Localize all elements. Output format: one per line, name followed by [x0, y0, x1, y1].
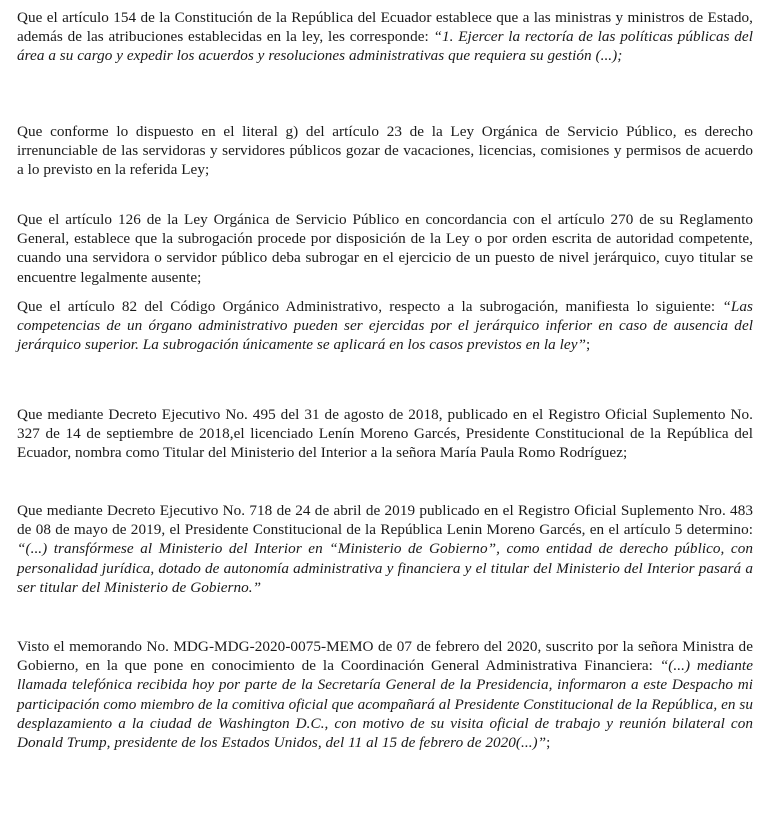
paragraph-text: Que el artículo 82 del Código Orgánico Administrativo, respecto a la subrogación, manifiesta lo siguiente: — [17, 298, 723, 315]
paragraph-losep-art-126 — [17, 210, 753, 287]
paragraph-text: Visto el memorando No. MDG-MDG-2020-0075-MEMO de 07 de febrero del 2020, suscrito por la señora Ministra de Gobierno, en la que pone en conocimiento de la Coordinación General Administrativa Financiera: — [17, 638, 753, 675]
paragraph-quote: “Las competencias de un órgano administrativo pueden ser ejercidas por el jerárquico inferior en caso de ausencia del jerárquico superior. La subrogación únicamente se aplicará en los casos previstos en la ley” — [17, 298, 753, 354]
paragraph-memorandum — [17, 637, 753, 752]
paragraph-tail: ; — [546, 734, 551, 752]
paragraph-decree-718 — [17, 501, 753, 597]
paragraph-text: Que mediante Decreto Ejecutivo No. 495 del 31 de agosto de 2018, publicado en el Registro Oficial Suplemento No. 327 de 14 de septiembre de 2018,el licenciado Lenín Moreno Garcés, Presidente Constitucional de la República del Ecuador, nombra como Titular del Ministerio del Interior a la señora María Paula Romo Rodríguez; — [17, 406, 753, 462]
paragraph-losep-art-23 — [17, 122, 753, 180]
paragraph-tail: ; — [586, 336, 591, 354]
paragraph-quote: “(...) mediante llamada telefónica recibida hoy por parte de la Secretaría General de la Presidencia, informaron a este Despacho mi participación como miembro de la comitiva oficial que acompañará al Presidente Constitucional de la República, en su desplazamiento a la ciudad de Washington D.C., con motivo de su visita oficial de trabajo y reunión bilateral con Donald Trump, presidente de los Estados Unidos, del 11 al 15 de febrero de 2020(...)” — [17, 657, 753, 752]
paragraph-coa-art-82 — [17, 297, 753, 355]
paragraph-text: Que el artículo 154 de la Constitución de la República del Ecuador establece que a las ministras y ministros de Estado, además de las atribuciones establecidas en la ley, les corresponde: — [17, 9, 753, 46]
paragraph-text: Que mediante Decreto Ejecutivo No. 718 de 24 de abril de 2019 publicado en el Registro Oficial Suplemento Nro. 483 de 08 de mayo de 2019, el Presidente Constitucional de la República Lenin Moreno Garcés, en el artículo 5 determino: — [17, 502, 753, 539]
paragraph-decree-495 — [17, 405, 753, 463]
paragraph-constitution-art-154 — [17, 8, 753, 66]
paragraph-text: Que el artículo 126 de la Ley Orgánica de Servicio Público en concordancia con el artículo 270 de su Reglamento General, establece que la subrogación procede por disposición de la Ley o por orden escrita de autoridad competente, cuando una servidora o servidor público deba subrogar en el ejercicio de un puesto de nivel jerárquico, cuyo titular se encuentre legalmente ausente; — [17, 211, 753, 286]
paragraph-text: Que conforme lo dispuesto en el literal g) del artículo 23 de la Ley Orgánica de Servicio Público, es derecho irrenunciable de las servidoras y servidores públicos gozar de vacaciones, licencias, comisiones y permisos de acuerdo a lo previsto en la referida Ley; — [17, 123, 753, 179]
paragraph-quote: “1. Ejercer la rectoría de las políticas públicas del área a su cargo y expedir los acuerdos y resoluciones administrativas que requiera su gestión (...); — [17, 28, 753, 65]
paragraph-quote: “(...) transfórmese al Ministerio del Interior en “Ministerio de Gobierno”, como entidad de derecho público, con personalidad jurídica, dotado de autonomía administrativa y financiera y el titular del Ministerio del Interior pasará a ser titular del Ministerio de Gobierno.” — [17, 540, 753, 596]
